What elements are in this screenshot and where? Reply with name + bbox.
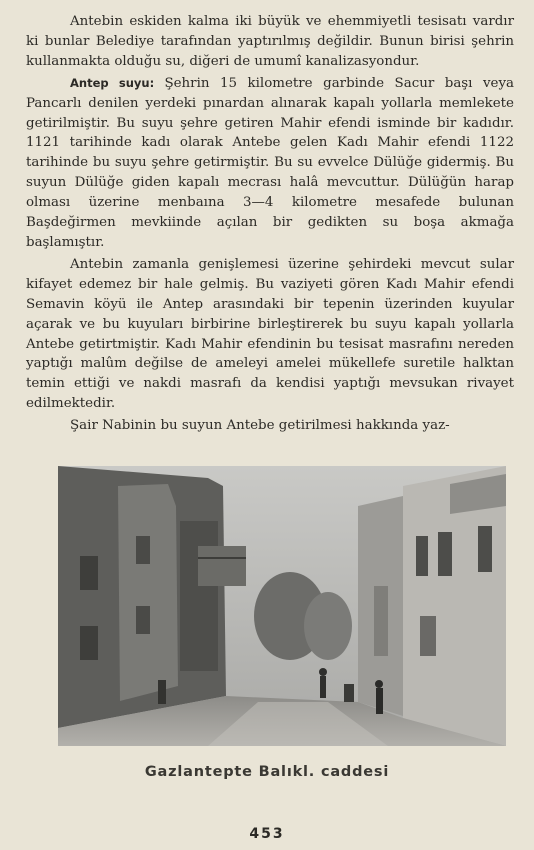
paragraph-nabi [26,416,514,436]
paragraph-text: Antebin zamanla genişlemesi üzerine şehirdeki mevcut sular kifayet edemez bir hale gelmiş. Bu vaziyeti gören Kadı Mahir efendi Semavin köyü ile Antep arasındaki bir tepenin üzerinden kuyular açarak ve bu kuyuları birbirine birleştirerek bu suyu kapalı yollarla Antebe getirtmiştir. Kadı Mahir efendinin bu tesisat masrafını nereden yaptığı malûm değilse de ameleyi amelei mükellefe suretile halktan temin ettiği ve nakdi masrafı da kendisi yaptığı mevsukan rivayet edilmektedir. [26,256,514,412]
page-number: 453 [249,826,285,842]
paragraph-text: Şehrin 15 kilometre garbinde Sacur başı veya Pancarlı denilen yerdeki pınardan alınarak kapalı yollarla memlekete getirilmiştir. Bu suyu şehre getiren Mahir efendi isminde bir kadıdır. 1121 tarihinde kadı olarak Antebe gelen Kadı Mahir efendi 1122 tarihinde bu suyu şehre getirmiştir. Bu su evvelce Dülüğe gidermiş. Bu suyun Dülüğe giden kapalı mecrası halâ mevcuttur. Dülüğün harap olması üzerine menbaına 3—4 kilometre mesafede bulunan Başdeğirmen mevkiinde açılan bir gedikten su boşa akmağa başlamıştır. [26,75,515,250]
street-photograph [58,466,506,746]
paragraph-text: Şair Nabinin bu suyun Antebe getirilmesi hakkında yaz- [70,418,450,434]
street-photo-illustration [58,466,506,746]
photo-caption: Gazlantepte Balıkl. caddesi [144,764,390,780]
paragraph-text: Antebin eskiden kalma iki büyük ve ehemmiyetli tesisatı vardır ki bunlar Belediye tarafından yaptırılmış değildir. Bunun birisi şehrin kullanmakta olduğu su, diğeri de umumî kanalizasyondur. [26,14,514,69]
paragraph-intro [26,12,514,72]
paragraph-expansion [26,255,514,414]
body-text [26,12,514,438]
paragraph-runin-heading: Antep suyu: [70,75,165,90]
paragraph-antep-suyu [26,74,514,253]
